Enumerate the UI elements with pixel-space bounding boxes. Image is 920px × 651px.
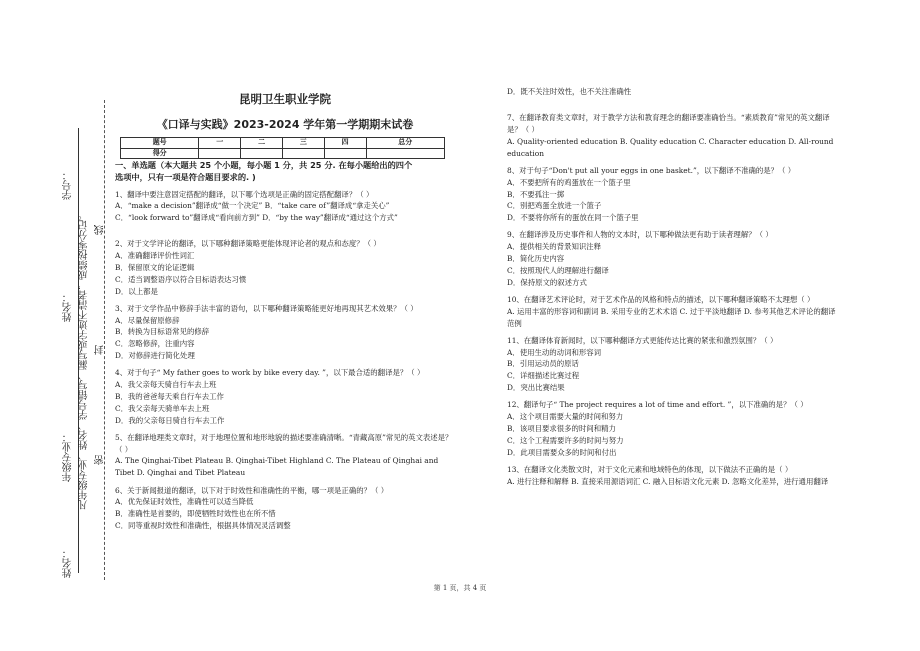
question-stem: 7、在翻译教育类文章时，对于教学方法和教育理念的翻译要准确恰当。“素质教育”常见的英文翻译是？（ ） bbox=[507, 113, 830, 135]
dense-mark: 密 bbox=[95, 455, 106, 465]
question-option[interactable]: A．提供相关的背景知识注释 bbox=[507, 242, 602, 252]
question-option[interactable]: D．对修辞进行简化处理 bbox=[115, 351, 195, 361]
question-option[interactable]: A．这个项目需要大量的时间和努力 bbox=[507, 412, 624, 422]
question-option[interactable]: C．“look forward to”翻译成“看向前方到” D．“by the way”翻译成“通过这个方式” bbox=[115, 213, 398, 223]
score-cell: 二 bbox=[241, 138, 283, 149]
question-option[interactable]: D．不要将你所有的蛋放在同一个篮子里 bbox=[507, 213, 639, 223]
binding-strip bbox=[0, 0, 115, 651]
question-option[interactable]: D．我的父亲每日骑自行车去工作 bbox=[115, 415, 225, 425]
question-option[interactable]: A. The Qinghai-Tibet Plateau B. Qinghai-Tibet Highland C. The Plateau of Qinghai and Tibet D. Qinghai and Tibet Plateau bbox=[115, 456, 439, 478]
question-option[interactable]: A．“make a decision”翻译成“做一个决定” B．“take care of”翻译成“拿走关心” bbox=[115, 201, 390, 211]
question-item bbox=[115, 238, 455, 297]
binding-instruction: 凡年级专业、姓名、学号错写、漏写或字迹不清者，成绩按零分记。 bbox=[79, 210, 90, 510]
score-cell: 得分 bbox=[121, 148, 199, 159]
left-column bbox=[115, 92, 455, 532]
section-heading-line: 一、单选题（本大题共 25 个小题，每小题 1 分，共 25 分. 在每小题给出的四个 bbox=[115, 160, 413, 170]
question-stem: 13、在翻译文化类散文时，对于文化元素和地域特色的体现，以下做法不正确的是（ ） bbox=[507, 464, 793, 474]
question-item bbox=[507, 165, 842, 224]
question-option[interactable]: C．我父亲每天骑单车去上班 bbox=[115, 403, 210, 413]
question-item bbox=[507, 112, 842, 159]
question-stem: 1、翻译中要注意固定搭配的翻译，以下哪个选项是正确的固定搭配翻译？（ ） bbox=[115, 189, 374, 199]
question-option[interactable]: A．优先保证时效性，准确性可以适当降低 bbox=[115, 497, 254, 507]
question-option[interactable]: C．别把鸡蛋全放进一个篮子 bbox=[507, 201, 602, 211]
page-footer: 第 1 页，共 4 页 bbox=[433, 584, 487, 592]
question-option[interactable]: D．既不关注时效性，也不关注准确性 bbox=[507, 87, 632, 96]
question-option[interactable]: D．此项目需要众多的时间和付出 bbox=[507, 447, 617, 457]
question-stem: 5、在翻译地理类文章时，对于地理位置和地形地貌的描述要准确清晰。“青藏高原”常见的英文表述是？（ ） bbox=[115, 432, 453, 454]
right-column bbox=[507, 86, 842, 487]
question-option[interactable]: A．不要把所有的鸡蛋放在一个篮子里 bbox=[507, 177, 631, 187]
binding-dashed-line bbox=[104, 100, 105, 580]
question-stem: 2、对于文学评论的翻译，以下哪种翻译策略更能体现评论者的观点和态度？（ ） bbox=[115, 239, 381, 249]
question-option[interactable]: D．保持原文的叙述方式 bbox=[507, 277, 587, 287]
question-stem: 8、对于句子“Don't put all your eggs in one basket.”，以下翻译不准确的是？（ ） bbox=[507, 165, 796, 175]
question-option[interactable]: A．使用生动的动词和形容词 bbox=[507, 347, 602, 357]
score-cell: 一 bbox=[199, 138, 241, 149]
question-option[interactable]: D．突出比赛结果 bbox=[507, 383, 565, 393]
score-cell[interactable] bbox=[366, 148, 444, 159]
question-option[interactable]: C．详细描述比赛过程 bbox=[507, 371, 580, 381]
section-heading bbox=[115, 160, 455, 183]
school-name: 昆明卫生职业学院 bbox=[239, 92, 331, 106]
question-stem: 11、在翻译体育新闻时，以下哪种翻译方式更能传达比赛的紧张和激烈氛围？（ ） bbox=[507, 335, 778, 345]
question-item bbox=[115, 432, 455, 479]
question-item bbox=[115, 303, 455, 362]
question-option[interactable]: A. Quality-oriented education B. Quality education C. Character education D. All-round education bbox=[507, 136, 834, 158]
score-cell: 四 bbox=[324, 138, 366, 149]
question-stem: 10、在翻译艺术评论时，对于艺术作品的风格和特点的描述，以下哪种翻译策略不太理想（ ） bbox=[507, 294, 815, 304]
question-option[interactable]: B．该项目要求很多的时间和精力 bbox=[507, 423, 616, 433]
question-option[interactable]: B．我的爸爸每天乘自行车去工作 bbox=[115, 391, 224, 401]
question-option[interactable]: B．转换为目标语常见的修辞 bbox=[115, 327, 210, 337]
question-item bbox=[507, 335, 842, 394]
score-cell: 三 bbox=[282, 138, 324, 149]
line-mark: 线 bbox=[95, 225, 106, 235]
question-option[interactable]: B．不要孤注一掷 bbox=[507, 189, 565, 199]
question-option[interactable]: B．引用运动员的原话 bbox=[507, 359, 579, 369]
question-item bbox=[507, 86, 842, 98]
question-stem: 3、对于文学作品中修辞手法丰富的语句，以下哪种翻译策略能更好地再现其艺术效果？（ ） bbox=[115, 303, 418, 313]
question-item bbox=[507, 294, 842, 329]
question-option[interactable]: A．我父亲每天骑自行车去上班 bbox=[115, 380, 217, 390]
question-option[interactable]: B．保留原文的论证逻辑 bbox=[115, 262, 195, 272]
student-no-label: 学号： bbox=[63, 170, 74, 200]
score-cell[interactable] bbox=[282, 148, 324, 159]
exam-title: 《口译与实践》2023-2024 学年第一学期期末试卷 bbox=[156, 118, 414, 131]
question-item bbox=[507, 464, 842, 488]
score-table-score-row bbox=[121, 148, 445, 159]
question-option[interactable]: D．以上都是 bbox=[115, 286, 158, 296]
seal-mark: 封 bbox=[95, 345, 106, 355]
section-heading-line: 选项中，只有一项是符合题目要求的. ) bbox=[115, 171, 256, 182]
question-item bbox=[115, 189, 455, 224]
question-option[interactable]: C．这个工程需要许多的时间与努力 bbox=[507, 435, 624, 445]
question-option[interactable]: B．简化历史内容 bbox=[507, 254, 565, 264]
score-cell: 总分 bbox=[366, 138, 444, 149]
name-label: 姓名： bbox=[63, 292, 74, 322]
score-cell[interactable] bbox=[324, 148, 366, 159]
question-stem: 9、在翻译涉及历史事件和人物的文本时，以下哪种做法更有助于读者理解？（ ） bbox=[507, 230, 773, 240]
question-option[interactable]: B．准确性是首要的，即使牺牲时效性也在所不惜 bbox=[115, 509, 276, 519]
question-option[interactable]: A. 进行注释和解释 B. 直接采用源语词汇 C. 融入目标语文化元素 D. 忽略文化差异，进行通用翻译 bbox=[507, 476, 829, 486]
score-cell[interactable] bbox=[241, 148, 283, 159]
question-item bbox=[115, 485, 455, 532]
score-cell: 题号 bbox=[121, 138, 199, 149]
question-item bbox=[115, 367, 455, 426]
question-option[interactable]: C．忽略修辞，注重内容 bbox=[115, 339, 195, 349]
question-option[interactable]: C．同等重视时效性和准确性，根据具体情况灵活调整 bbox=[115, 520, 291, 530]
surname-label: 姓名： bbox=[63, 548, 74, 578]
score-table bbox=[120, 137, 445, 159]
question-item bbox=[507, 229, 842, 288]
question-option[interactable]: A．尽量保留原修辞 bbox=[115, 315, 180, 325]
question-option[interactable]: A. 运用丰富的形容词和副词 B. 采用专业的艺术术语 C. 过于平淡地翻译 D. 参考其他艺术评论的翻译范例 bbox=[507, 306, 836, 328]
question-stem: 12、翻译句子“ The project requires a lot of time and effort. ”，以下准确的是？（ ） bbox=[507, 400, 808, 410]
major-label: 年级专业： bbox=[63, 432, 74, 482]
score-cell[interactable] bbox=[199, 148, 241, 159]
question-option[interactable]: A．准确翻译评价性词汇 bbox=[115, 251, 195, 261]
question-option[interactable]: C．适当调整语序以符合目标语表达习惯 bbox=[115, 274, 247, 284]
question-option[interactable]: C．按照现代人的理解进行翻译 bbox=[507, 265, 609, 275]
score-table-header-row bbox=[121, 138, 445, 149]
question-stem: 6、关于新闻报道的翻译，以下对于时效性和准确性的平衡，哪一项是正确的？（ ） bbox=[115, 485, 389, 495]
question-stem: 4、对于句子“ My father goes to work by bike every day. ”，以下最合适的翻译是？（ ） bbox=[115, 368, 425, 378]
question-item bbox=[507, 399, 842, 458]
